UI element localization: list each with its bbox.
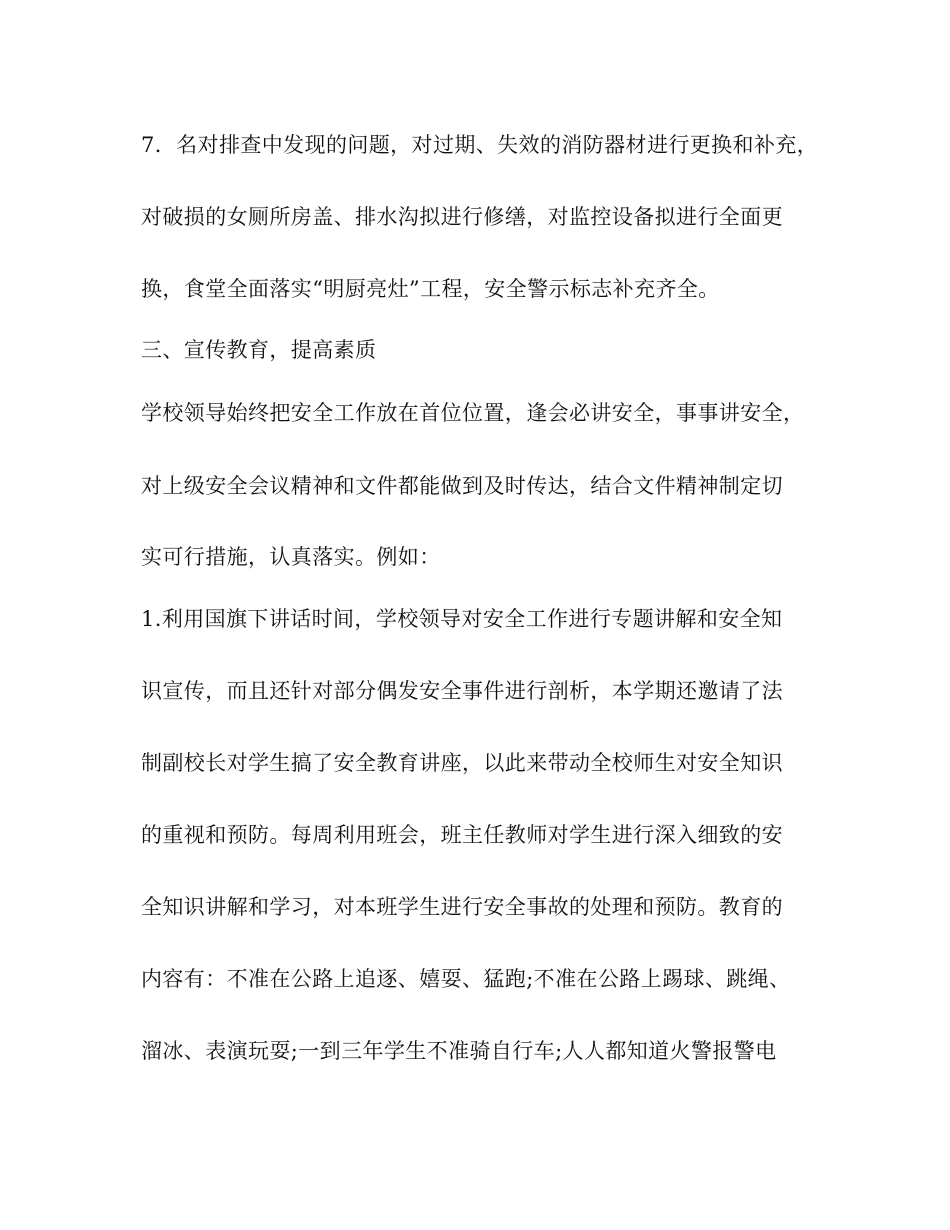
text-line: 内容有：不准在公路上追逐、嬉耍、猛跑;不准在公路上踢球、跳绳、: [141, 967, 791, 991]
text-line: 识宣传，而且还针对部分偶发安全事件进行剖析，本学期还邀请了法: [141, 679, 783, 703]
text-line: 对上级安全会议精神和文件都能做到及时传达，结合文件精神制定切: [141, 474, 783, 498]
text-line: 的重视和预防。每周利用班会，班主任教师对学生进行深入细致的安: [141, 823, 783, 847]
text-line: 实可行措施，认真落实。例如：: [141, 545, 441, 569]
text-line: 换，食堂全面落实“明厨亮灶”工程，安全警示标志补充齐全。: [141, 277, 720, 301]
section-heading: 三、宣传教育，提高素质: [141, 338, 377, 362]
text-line: 溜冰、表演玩耍;一到三年学生不准骑自行车;人人都知道火警报警电: [141, 1039, 777, 1063]
text-line: 1.利用国旗下讲话时间，学校领导对安全工作进行专题讲解和安全知: [141, 607, 783, 631]
text-line: 全知识讲解和学习，对本班学生进行安全事故的处理和预防。教育的: [141, 895, 783, 919]
text-line: 对破损的女厕所房盖、排水沟拟进行修缮，对监控设备拟进行全面更: [141, 205, 783, 229]
text-line: 学校领导始终把安全工作放在首位位置，逢会必讲安全，事事讲安全，: [141, 401, 805, 425]
text-line: 制副校长对学生搞了安全教育讲座，以此来带动全校师生对安全知识: [141, 751, 783, 775]
text-line: 7．名对排查中发现的问题，对过期、失效的消防器材进行更换和补充，: [141, 133, 819, 157]
